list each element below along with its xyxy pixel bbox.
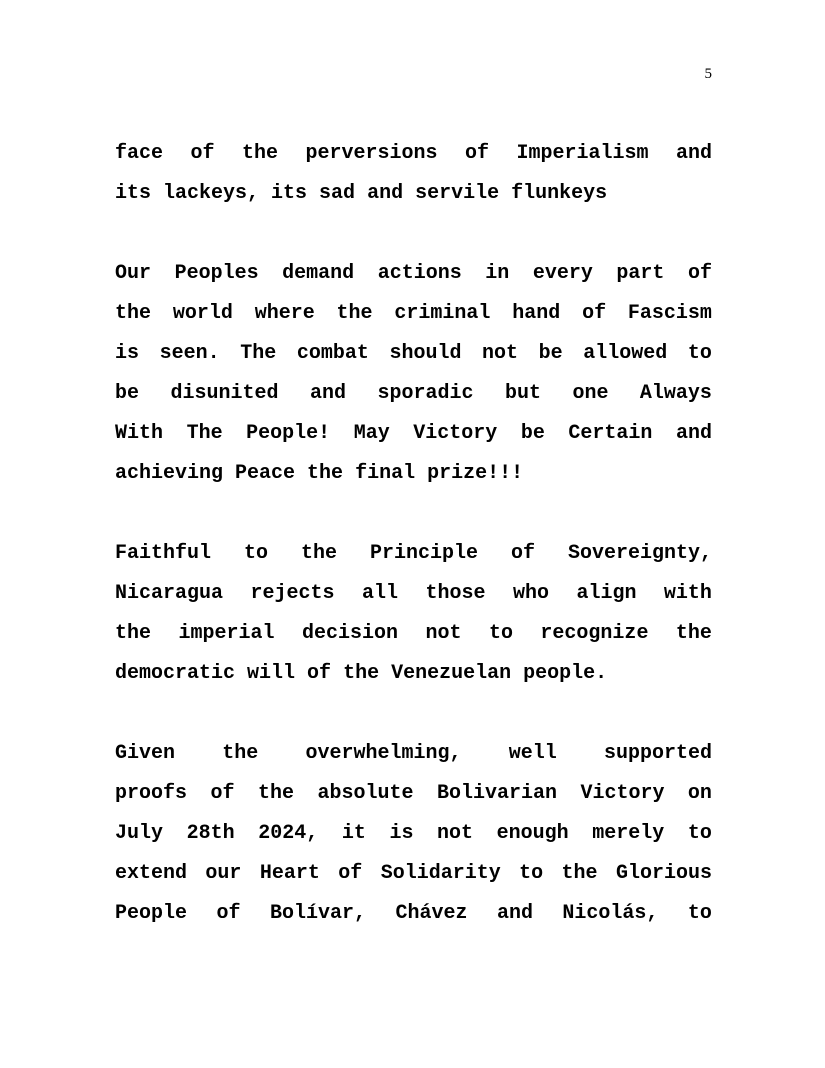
word: lackeys, xyxy=(163,182,260,205)
paragraph xyxy=(115,734,712,934)
word: not xyxy=(482,342,519,365)
text-line xyxy=(115,174,712,214)
word: one xyxy=(572,382,609,405)
word: should xyxy=(389,342,462,365)
word: merely xyxy=(592,822,665,845)
text-line xyxy=(115,854,712,894)
word: Faithful xyxy=(115,542,212,565)
word: Always xyxy=(639,382,712,405)
word: the xyxy=(561,862,598,885)
word: to xyxy=(519,862,544,885)
word: With xyxy=(115,422,164,445)
word: Victory xyxy=(580,782,665,805)
word: Our xyxy=(115,262,152,285)
text-line xyxy=(115,774,712,814)
word: be xyxy=(520,422,545,445)
text-line xyxy=(115,134,712,174)
word: flunkeys xyxy=(511,182,608,205)
word: who xyxy=(512,582,549,605)
word: our xyxy=(205,862,242,885)
word: Solidarity xyxy=(380,862,501,885)
word: disunited xyxy=(170,382,279,405)
text-line xyxy=(115,454,712,494)
word: hand xyxy=(512,302,561,325)
word: decision xyxy=(301,622,398,645)
word: People xyxy=(115,902,188,925)
word: supported xyxy=(603,742,712,765)
word: but xyxy=(504,382,541,405)
page-number: 5 xyxy=(704,66,712,82)
paragraph xyxy=(115,534,712,694)
paragraph xyxy=(115,254,712,494)
word: on xyxy=(687,782,712,805)
word: the xyxy=(222,742,259,765)
word: is xyxy=(115,342,140,365)
word: Fascism xyxy=(627,302,712,325)
word: is xyxy=(389,822,414,845)
paragraph xyxy=(115,134,712,214)
word: The xyxy=(186,422,223,445)
word: proofs xyxy=(115,782,188,805)
word: absolute xyxy=(317,782,414,805)
word: perversions xyxy=(305,142,438,165)
word: and xyxy=(367,182,404,205)
paragraph-gap xyxy=(115,494,712,534)
word: Chávez xyxy=(395,902,468,925)
text-line xyxy=(115,294,712,334)
word: to xyxy=(687,902,712,925)
word: all xyxy=(361,582,398,605)
word: Peoples xyxy=(174,262,259,285)
word: Sovereignty, xyxy=(567,542,712,565)
word: the xyxy=(257,782,294,805)
word: the xyxy=(675,622,712,645)
word: The xyxy=(240,342,277,365)
word: of xyxy=(190,142,215,165)
word: to xyxy=(488,622,513,645)
word: of xyxy=(307,662,332,685)
word: its xyxy=(271,182,308,205)
word: of xyxy=(464,142,489,165)
word: overwhelming, xyxy=(305,742,462,765)
word: Bolívar, xyxy=(269,902,366,925)
word: enough xyxy=(496,822,569,845)
text-line xyxy=(115,374,712,414)
word: Principle xyxy=(369,542,478,565)
text-line xyxy=(115,254,712,294)
text-line xyxy=(115,534,712,574)
word: it xyxy=(341,822,366,845)
word: Peace xyxy=(235,462,296,485)
word: every xyxy=(532,262,593,285)
word: sporadic xyxy=(377,382,474,405)
paragraph-gap xyxy=(115,214,712,254)
word: be xyxy=(538,342,563,365)
word: July xyxy=(115,822,164,845)
word: those xyxy=(425,582,486,605)
word: the xyxy=(115,302,152,325)
word: and xyxy=(496,902,533,925)
word: of xyxy=(510,542,535,565)
word: Nicaragua xyxy=(115,582,224,605)
word: and xyxy=(675,142,712,165)
document-body xyxy=(115,134,712,934)
word: with xyxy=(663,582,712,605)
text-line xyxy=(115,334,712,374)
word: combat xyxy=(296,342,369,365)
word: not xyxy=(425,622,462,645)
text-line xyxy=(115,574,712,614)
text-line xyxy=(115,414,712,454)
word: Glorious xyxy=(615,862,712,885)
word: rejects xyxy=(250,582,335,605)
word: servile xyxy=(415,182,500,205)
text-line xyxy=(115,894,712,934)
word: the xyxy=(343,662,380,685)
word: align xyxy=(576,582,637,605)
word: will xyxy=(247,662,296,685)
word: part xyxy=(616,262,665,285)
word: of xyxy=(338,862,363,885)
word: imperial xyxy=(178,622,275,645)
word: be xyxy=(115,382,140,405)
word: extend xyxy=(115,862,188,885)
text-line xyxy=(115,654,712,694)
word: Certain xyxy=(568,422,653,445)
word: and xyxy=(309,382,346,405)
word: well xyxy=(508,742,557,765)
word: the xyxy=(241,142,278,165)
word: people. xyxy=(523,662,608,685)
word: Bolivarian xyxy=(436,782,557,805)
word: Imperialism xyxy=(516,142,649,165)
word: not xyxy=(437,822,474,845)
word: where xyxy=(254,302,315,325)
word: face xyxy=(115,142,164,165)
word: the xyxy=(300,542,337,565)
word: recognize xyxy=(540,622,649,645)
word: final xyxy=(355,462,416,485)
word: democratic xyxy=(115,662,236,685)
word: Victory xyxy=(413,422,498,445)
word: Heart xyxy=(259,862,320,885)
word: its xyxy=(115,182,152,205)
word: allowed xyxy=(583,342,668,365)
word: to xyxy=(243,542,268,565)
word: People! xyxy=(246,422,331,445)
word: sad xyxy=(319,182,356,205)
word: Given xyxy=(115,742,176,765)
word: 2024, xyxy=(258,822,319,845)
word: to xyxy=(687,822,712,845)
word: of xyxy=(582,302,607,325)
text-line xyxy=(115,734,712,774)
word: to xyxy=(687,342,712,365)
word: the xyxy=(336,302,373,325)
text-line xyxy=(115,614,712,654)
word: of xyxy=(210,782,235,805)
word: the xyxy=(115,622,152,645)
word: and xyxy=(675,422,712,445)
paragraph-gap xyxy=(115,694,712,734)
word: the xyxy=(307,462,344,485)
word: seen. xyxy=(159,342,220,365)
word: of xyxy=(216,902,241,925)
word: demand xyxy=(282,262,355,285)
word: Venezuelan xyxy=(391,662,512,685)
word: prize!!! xyxy=(427,462,524,485)
word: in xyxy=(485,262,510,285)
word: criminal xyxy=(394,302,491,325)
word: actions xyxy=(377,262,462,285)
word: Nicolás, xyxy=(562,902,659,925)
word: of xyxy=(687,262,712,285)
word: 28th xyxy=(186,822,235,845)
word: May xyxy=(353,422,390,445)
word: achieving xyxy=(115,462,224,485)
text-line xyxy=(115,814,712,854)
word: world xyxy=(172,302,233,325)
